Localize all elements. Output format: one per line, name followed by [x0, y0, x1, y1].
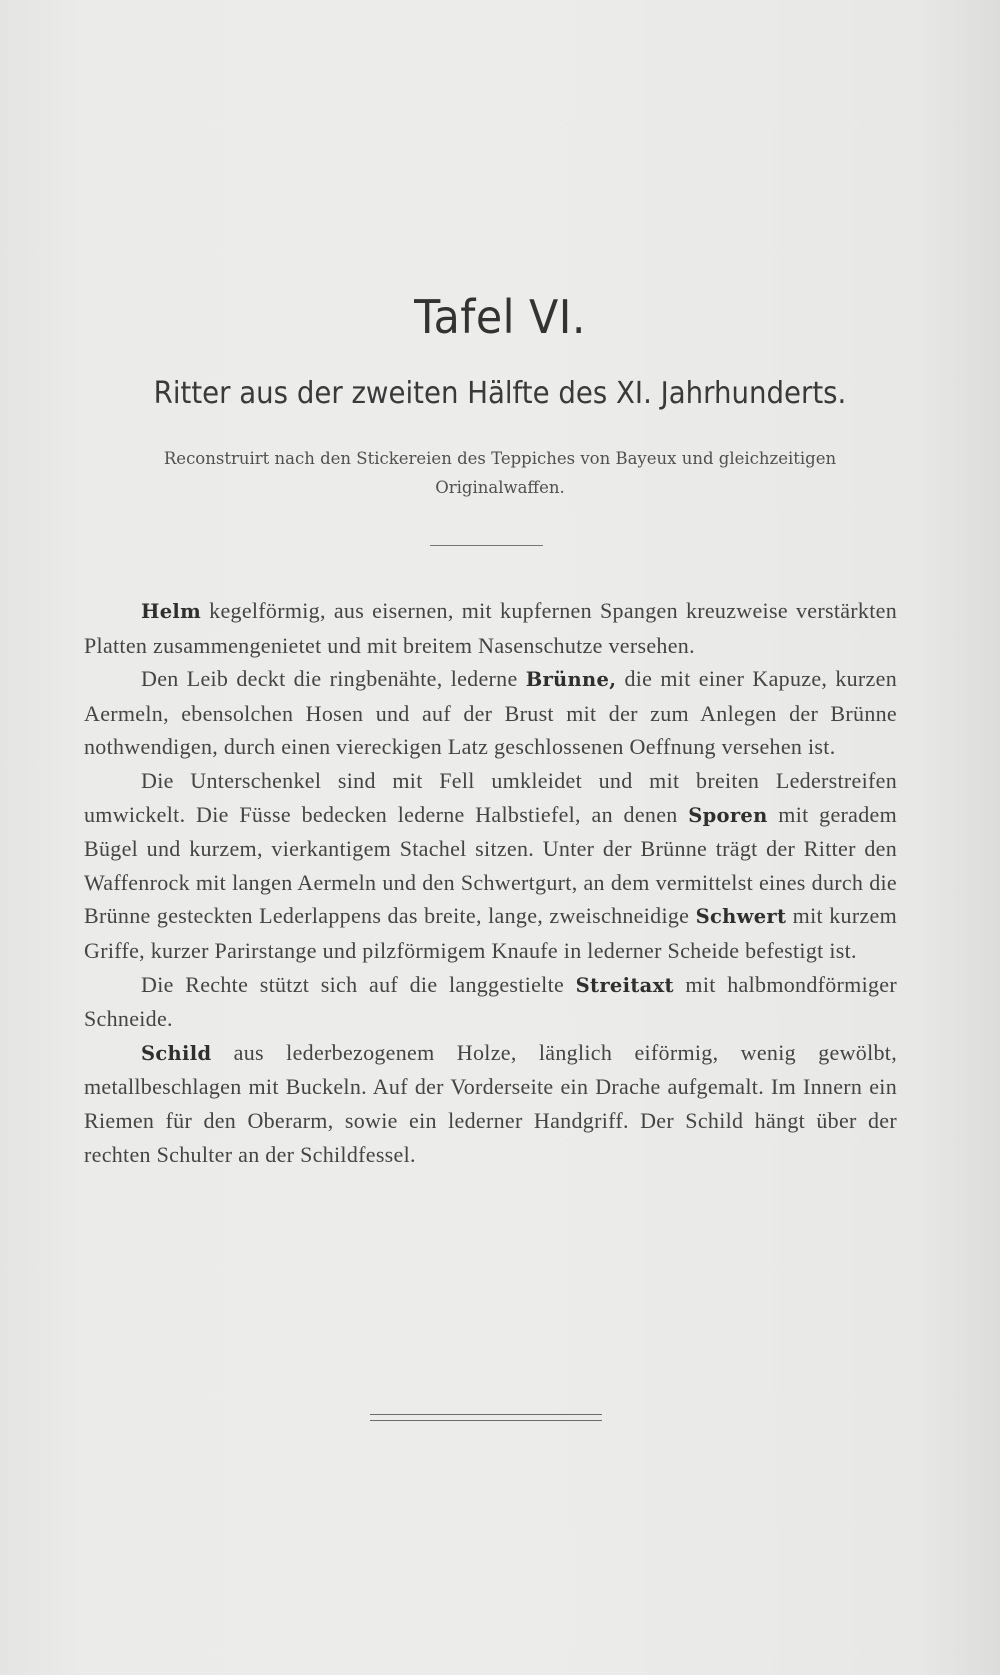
- page-title: Tafel VI.: [414, 290, 586, 344]
- keyword-sporen: Sporen: [688, 803, 768, 827]
- page-subtitle: Ritter aus der zweiten Hälfte des XI. Jahrhunderts.: [153, 376, 847, 411]
- double-divider: [370, 1414, 602, 1421]
- paragraph-bruenne: [84, 662, 897, 764]
- paragraph-streitaxt-text-a: Die Rechte stützt sich auf die langgestielte: [141, 971, 576, 997]
- short-divider: [430, 545, 543, 546]
- paragraph-bruenne-text-a: Den Leib deckt die ringbenähte, lederne: [141, 666, 526, 692]
- keyword-helm: Helm: [141, 600, 202, 623]
- paragraph-unterschenkel: [84, 764, 897, 968]
- paragraph-streitaxt: [84, 968, 897, 1036]
- keyword-bruenne: Brünne,: [525, 668, 617, 692]
- keyword-schwert: Schwert: [695, 905, 787, 929]
- keyword-streitaxt: Streitaxt: [575, 973, 674, 997]
- paragraph-unterschenkel-text-b: mit geradem Bügel und kurzem, vierkantigem Stachel sitzen. Unter der Brünne trägt der Ritter den Waffenrock mit langen Aermeln und den Schwertgurt, an dem vermittelst eines durch die Brünne gesteckten Lederlappens das breite, lange, zweischneidige: [84, 801, 898, 929]
- source-note: Reconstruirt nach den Stickereien des Teppiches von Bayeux und gleichzeitigen Originalwaffen.: [163, 449, 837, 497]
- paragraph-unterschenkel-text-c: mit kurzem Griffe, kurzer Parirstange und pilzförmigem Knaufe in lederner Scheide befestigt ist.: [84, 903, 898, 963]
- keyword-schild: Schild: [141, 1041, 212, 1065]
- paragraph-helm: [84, 594, 897, 662]
- body-text: [84, 594, 897, 1171]
- paragraph-unterschenkel-text-a: Die Unterschenkel sind mit Fell umkleidet und mit breiten Lederstreifen umwickelt. Die Füsse bedecken lederne Halbstiefel, an denen: [84, 767, 897, 827]
- paragraph-streitaxt-text-b: mit halbmondförmiger Schneide.: [84, 971, 897, 1032]
- paragraph-helm-text: kegelförmig, aus eisernen, mit kupfernen Spangen kreuzweise verstärkten Platten zusammengenietet und mit breitem Nasenschutze versehen.: [84, 598, 897, 658]
- paragraph-bruenne-text-b: die mit einer Kapuze, kurzen Aermeln, ebensolchen Hosen und auf der Brust mit der zum Anlegen der Brünne nothwendigen, durch einen viereckigen Latz geschlossenen Oeffnung versehen ist.: [84, 666, 897, 760]
- paragraph-schild: [84, 1036, 897, 1171]
- paragraph-schild-text: aus lederbezogenem Holze, länglich eiförmig, wenig gewölbt, metallbeschlagen mit Buckeln. Auf der Vorderseite ein Drache aufgemalt. Im Innern ein Riemen für den Oberarm, sowie ein lederner Handgriff. Der Schild hängt über der rechten Schulter an der Schildfessel.: [84, 1039, 897, 1167]
